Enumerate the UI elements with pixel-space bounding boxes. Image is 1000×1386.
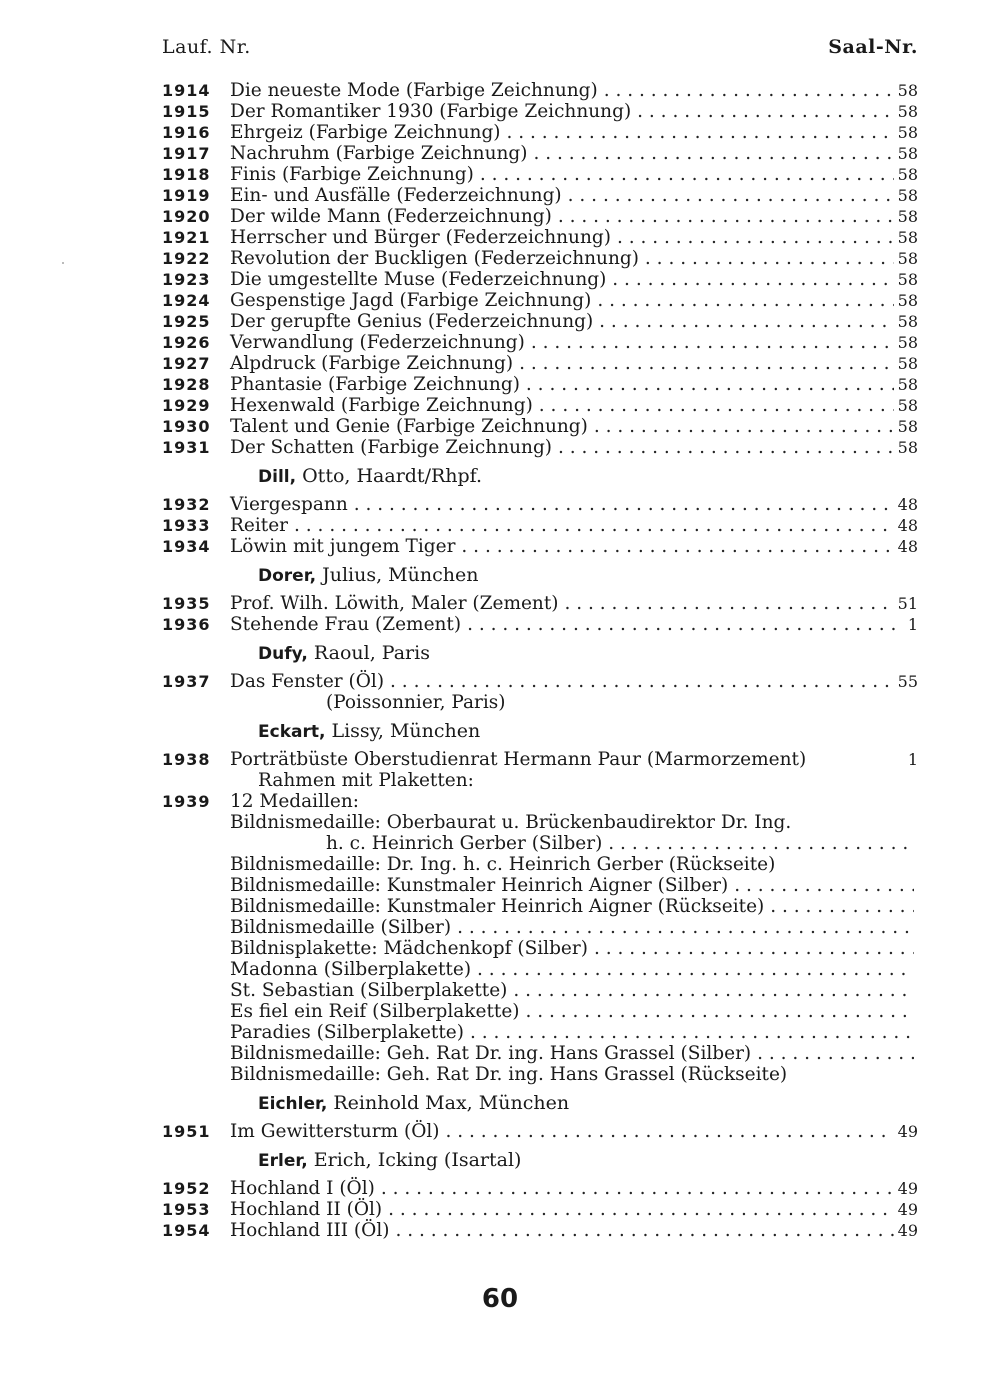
entry-room-number: 48 <box>897 537 918 556</box>
artist-heading <box>162 635 918 671</box>
artist-location: Erich, Icking (Isartal) <box>307 1149 522 1171</box>
dot-leader <box>639 248 894 269</box>
dot-leader <box>440 1121 894 1142</box>
catalog-entry <box>162 536 918 557</box>
entry-number: 1915 <box>162 102 211 121</box>
dot-leader <box>764 896 914 917</box>
entry-title: Talent und Genie (Farbige Zeichnung) <box>230 416 588 437</box>
artist-heading <box>162 1085 918 1121</box>
entry-room-number: 58 <box>897 438 918 457</box>
dot-leader <box>375 1178 894 1199</box>
entry-number: 1938 <box>162 750 211 769</box>
entry-number: 1939 <box>162 792 211 811</box>
entry-title: Bildnismedaille: Kunstmaler Heinrich Aigner (Rückseite) <box>230 896 765 917</box>
catalog-entry <box>162 614 918 635</box>
entry-number: 1953 <box>162 1200 211 1219</box>
entry-room-number: 49 <box>897 1179 918 1198</box>
dot-leader <box>533 395 894 416</box>
entry-number: 1932 <box>162 495 211 514</box>
entry-number: 1927 <box>162 354 211 373</box>
catalog-entry <box>162 515 918 536</box>
entry-room-number: 58 <box>897 207 918 226</box>
catalog-entry <box>162 938 918 959</box>
entry-title: Prof. Wilh. Löwith, Maler (Zement) <box>230 593 559 614</box>
catalog-entry <box>162 854 918 875</box>
entry-title: Porträtbüste Oberstudienrat Hermann Paur (Marmorzement) <box>230 749 807 770</box>
entry-number: 1919 <box>162 186 211 205</box>
entry-title: Verwandlung (Federzeichnung) <box>230 332 525 353</box>
dot-leader <box>520 374 894 395</box>
catalog-entry <box>162 395 918 416</box>
entry-title: Hochland II (Öl) <box>230 1199 383 1220</box>
dot-leader <box>611 227 894 248</box>
entry-room-number: 58 <box>897 291 918 310</box>
entry-title: Das Fenster (Öl) <box>230 671 385 692</box>
dot-leader <box>471 959 914 980</box>
entry-title: Im Gewittersturm (Öl) <box>230 1121 440 1142</box>
entry-title: Der Schatten (Farbige Zeichnung) <box>230 437 552 458</box>
entry-title: Gespenstige Jagd (Farbige Zeichnung) <box>230 290 592 311</box>
entry-room-number: 58 <box>897 123 918 142</box>
catalog-entry <box>162 791 918 812</box>
catalog-entry <box>162 122 918 143</box>
artist-location: Lissy, München <box>325 720 481 742</box>
dot-leader <box>451 917 914 938</box>
entry-title: Löwin mit jungem Tiger <box>230 536 456 557</box>
entry-title: Stehende Frau (Zement) <box>230 614 462 635</box>
artist-location: Raoul, Paris <box>307 642 430 664</box>
artist-location: Julius, München <box>316 564 479 586</box>
catalog-entry <box>162 1220 918 1241</box>
entry-number: 1954 <box>162 1221 211 1240</box>
dot-leader <box>348 494 894 515</box>
entry-number: 1952 <box>162 1179 211 1198</box>
catalog-entry <box>162 374 918 395</box>
entry-title: Paradies (Silberplakette) <box>230 1022 464 1043</box>
catalog-entry <box>162 416 918 437</box>
entry-title: Bildnismedaille (Silber) <box>230 917 452 938</box>
entry-number: 1933 <box>162 516 211 535</box>
entry-title: Herrscher und Bürger (Federzeichnung) <box>230 227 611 248</box>
entry-title: Der wilde Mann (Federzeichnung) <box>230 206 552 227</box>
entry-room-number: 58 <box>897 312 918 331</box>
entry-room-number: 58 <box>897 396 918 415</box>
header-left: Lauf. Nr. <box>162 36 251 58</box>
entry-title: Ein- und Ausfälle (Federzeichnung) <box>230 185 562 206</box>
catalog-entry <box>162 494 918 515</box>
catalog-entry <box>162 101 918 122</box>
catalog-entry <box>162 206 918 227</box>
entry-title: Alpdruck (Farbige Zeichnung) <box>230 353 514 374</box>
entry-number: 1917 <box>162 144 211 163</box>
entry-title: Finis (Farbige Zeichnung) <box>230 164 474 185</box>
dot-leader <box>455 536 893 557</box>
artist-name: Dill, <box>258 467 297 487</box>
header-right: Saal-Nr. <box>828 36 918 58</box>
entry-room-number: 48 <box>897 495 918 514</box>
entry-room-number: 58 <box>897 354 918 373</box>
entry-title: 12 Medaillen: <box>230 791 360 812</box>
catalog-entry <box>162 875 918 896</box>
entry-title: Viergespann <box>230 494 348 515</box>
catalog-entry <box>162 896 918 917</box>
entry-room-number: 58 <box>897 144 918 163</box>
catalog-entry <box>162 185 918 206</box>
artist-name: Eichler, <box>258 1094 328 1114</box>
catalog-entry <box>162 269 918 290</box>
catalog-entry <box>162 248 918 269</box>
page-header <box>162 36 918 62</box>
catalog-entry <box>162 332 918 353</box>
catalog-entry <box>162 1178 918 1199</box>
entry-number: 1935 <box>162 594 211 613</box>
dot-leader <box>606 269 893 290</box>
artist-name: Dufy, <box>258 644 308 664</box>
dot-leader <box>501 122 894 143</box>
entry-title: Die umgestellte Muse (Federzeichnung) <box>230 269 607 290</box>
catalog-entry <box>162 770 918 791</box>
entry-number: 1924 <box>162 291 211 310</box>
dot-leader <box>474 164 894 185</box>
artist-name: Dorer, <box>258 566 317 586</box>
entry-title: Reiter <box>230 515 289 536</box>
catalog-entry <box>162 1199 918 1220</box>
catalog-entry <box>162 1043 918 1064</box>
entry-title: Hochland I (Öl) <box>230 1178 375 1199</box>
entry-title: Rahmen mit Plaketten: <box>258 770 474 791</box>
entry-title: h. c. Heinrich Gerber (Silber) <box>326 833 603 854</box>
entry-number: 1951 <box>162 1122 211 1141</box>
catalog-entry <box>162 1001 918 1022</box>
catalog-list <box>162 80 918 1241</box>
entry-number: 1937 <box>162 672 211 691</box>
paper-speck <box>62 262 64 264</box>
dot-leader <box>593 311 893 332</box>
dot-leader <box>528 143 894 164</box>
entry-room-number: 49 <box>897 1200 918 1219</box>
dot-leader <box>382 1199 893 1220</box>
entry-room-number: 58 <box>897 186 918 205</box>
entry-number: 1916 <box>162 123 211 142</box>
dot-leader <box>728 875 914 896</box>
entry-room-number: 58 <box>897 228 918 247</box>
entry-number: 1928 <box>162 375 211 394</box>
entry-title: Die neueste Mode (Farbige Zeichnung) <box>230 80 598 101</box>
catalog-entry <box>162 1022 918 1043</box>
entry-title: (Poissonnier, Paris) <box>326 692 506 713</box>
dot-leader <box>588 938 914 959</box>
entry-title: Bildnismedaille: Dr. Ing. h. c. Heinrich Gerber (Rückseite) <box>230 854 776 875</box>
entry-number: 1930 <box>162 417 211 436</box>
catalog-entry <box>162 437 918 458</box>
entry-number: 1921 <box>162 228 211 247</box>
catalog-entry <box>162 980 918 1001</box>
entry-title: Es fiel ein Reif (Silberplakette) <box>230 1001 520 1022</box>
entry-number: 1920 <box>162 207 211 226</box>
entry-number: 1922 <box>162 249 211 268</box>
catalog-entry <box>162 959 918 980</box>
dot-leader <box>591 290 893 311</box>
entry-room-number: 58 <box>897 270 918 289</box>
artist-location: Reinhold Max, München <box>327 1092 570 1114</box>
dot-leader <box>525 332 894 353</box>
entry-number: 1929 <box>162 396 211 415</box>
entry-room-number: 51 <box>897 594 918 613</box>
entry-room-number: 58 <box>897 333 918 352</box>
entry-title: St. Sebastian (Silberplakette) <box>230 980 508 1001</box>
entry-room-number: 49 <box>897 1122 918 1141</box>
artist-heading <box>162 713 918 749</box>
entry-title: Der gerupfte Genius (Federzeichnung) <box>230 311 594 332</box>
entry-title: Nachruhm (Farbige Zeichnung) <box>230 143 528 164</box>
catalog-entry <box>162 1064 918 1085</box>
entry-title: Bildnismedaille: Kunstmaler Heinrich Aigner (Silber) <box>230 875 729 896</box>
catalog-entry <box>162 227 918 248</box>
dot-leader <box>552 206 894 227</box>
entry-room-number: 58 <box>897 417 918 436</box>
catalog-entry <box>162 80 918 101</box>
catalog-entry <box>162 749 918 770</box>
entry-title: Madonna (Silberplakette) <box>230 959 472 980</box>
dot-leader <box>552 437 894 458</box>
dot-leader <box>464 1022 914 1043</box>
dot-leader <box>384 671 894 692</box>
entry-number: 1925 <box>162 312 211 331</box>
entry-room-number: 48 <box>897 516 918 535</box>
dot-leader <box>520 1001 915 1022</box>
entry-title: Hexenwald (Farbige Zeichnung) <box>230 395 533 416</box>
catalog-entry <box>162 1121 918 1142</box>
entry-title: Bildnismedaille: Geh. Rat Dr. ing. Hans Grassel (Silber) <box>230 1043 752 1064</box>
catalog-entry <box>162 164 918 185</box>
catalog-entry <box>162 290 918 311</box>
entry-title: Der Romantiker 1930 (Farbige Zeichnung) <box>230 101 632 122</box>
entry-title: Bildnismedaille: Oberbaurat u. Brückenbaudirektor Dr. Ing. <box>230 812 792 833</box>
entry-room-number: 58 <box>897 165 918 184</box>
artist-heading <box>162 557 918 593</box>
entry-title: Phantasie (Farbige Zeichnung) <box>230 374 520 395</box>
catalog-entry <box>162 593 918 614</box>
catalog-entry <box>162 311 918 332</box>
entry-room-number: 58 <box>897 81 918 100</box>
artist-name: Erler, <box>258 1151 308 1171</box>
dot-leader <box>288 515 894 536</box>
entry-number: 1931 <box>162 438 211 457</box>
entry-room-number: 49 <box>897 1221 918 1240</box>
dot-leader <box>389 1220 893 1241</box>
entry-title: Revolution der Buckligen (Federzeichnung) <box>230 248 639 269</box>
catalog-entry <box>162 692 918 713</box>
entry-title: Bildnisplakette: Mädchenkopf (Silber) <box>230 938 588 959</box>
entry-number: 1936 <box>162 615 211 634</box>
dot-leader <box>751 1043 914 1064</box>
entry-number: 1918 <box>162 165 211 184</box>
page-number: 60 <box>481 1284 519 1314</box>
dot-leader <box>602 833 914 854</box>
entry-number: 1934 <box>162 537 211 556</box>
dot-leader <box>507 980 914 1001</box>
catalog-entry <box>162 143 918 164</box>
dot-leader <box>562 185 894 206</box>
entry-room-number: 58 <box>897 102 918 121</box>
entry-title: Ehrgeiz (Farbige Zeichnung) <box>230 122 501 143</box>
entry-room-number: 58 <box>897 375 918 394</box>
catalog-entry <box>162 353 918 374</box>
catalog-entry <box>162 917 918 938</box>
dot-leader <box>631 101 893 122</box>
catalog-entry <box>162 812 918 833</box>
artist-name: Eckart, <box>258 722 326 742</box>
catalog-entry <box>162 833 918 854</box>
dot-leader <box>513 353 894 374</box>
entry-number: 1926 <box>162 333 211 352</box>
dot-leader <box>559 593 894 614</box>
entry-room-number: 1 <box>907 615 918 634</box>
catalog-entry <box>162 671 918 692</box>
dot-leader <box>588 416 894 437</box>
entry-title: Bildnismedaille: Geh. Rat Dr. ing. Hans Grassel (Rückseite) <box>230 1064 788 1085</box>
artist-heading <box>162 1142 918 1178</box>
dot-leader <box>598 80 894 101</box>
entry-room-number: 58 <box>897 249 918 268</box>
artist-heading <box>162 458 918 494</box>
artist-location: Otto, Haardt/Rhpf. <box>296 465 483 487</box>
entry-number: 1923 <box>162 270 211 289</box>
entry-number: 1914 <box>162 81 211 100</box>
entry-room-number: 1 <box>907 750 918 769</box>
dot-leader <box>461 614 904 635</box>
entry-room-number: 55 <box>897 672 918 691</box>
entry-title: Hochland III (Öl) <box>230 1220 390 1241</box>
